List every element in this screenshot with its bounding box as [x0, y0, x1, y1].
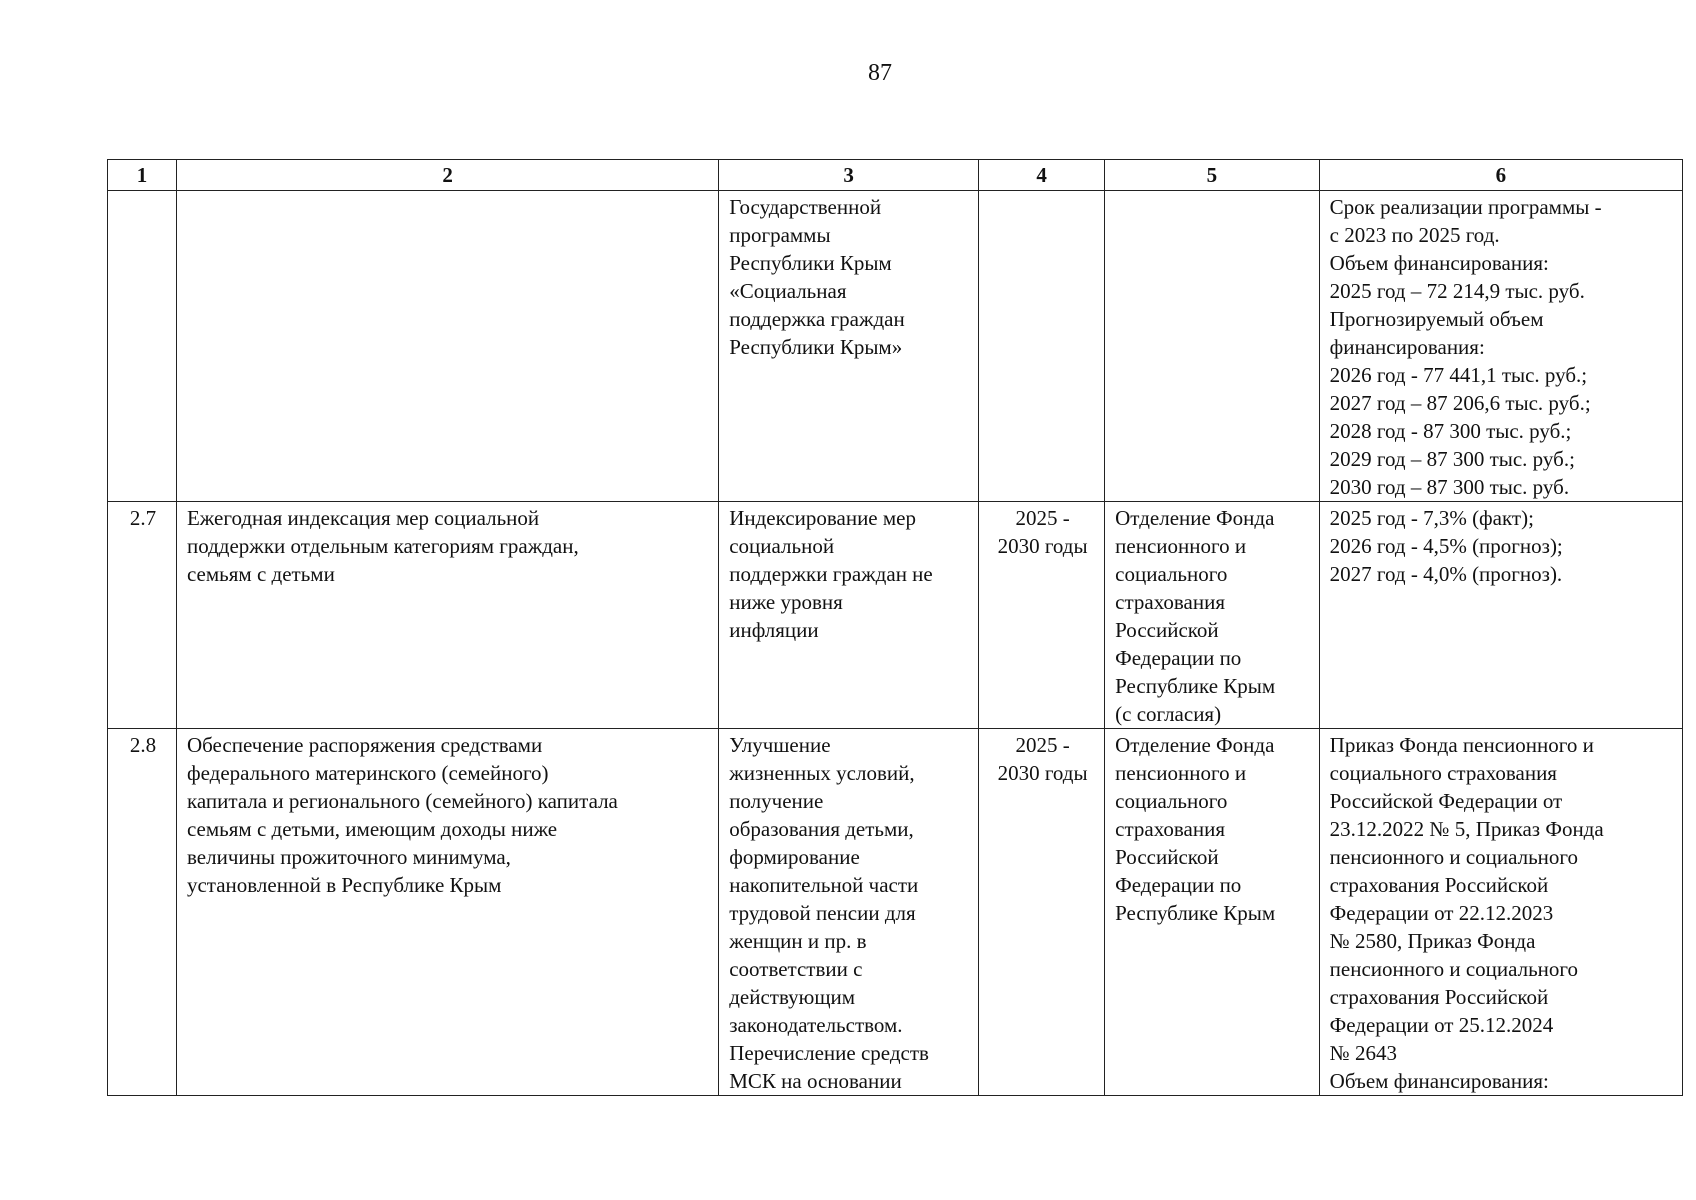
header-col-4: 4 — [979, 160, 1105, 191]
cell-line: соответствии с — [729, 957, 863, 981]
cell-line: Улучшение — [729, 733, 831, 757]
cell-line: Российской Федерации от — [1329, 789, 1563, 813]
cell-line: Ежегодная индексация мер социальной — [186, 506, 540, 530]
cell-line: 2025 - — [1015, 733, 1070, 757]
cell-line: величины прожиточного минимума, — [186, 845, 511, 869]
cell-line: Государственной — [729, 195, 882, 219]
cell-line: жизненных условий, — [729, 761, 915, 785]
cell-line: Республике Крым — [1115, 674, 1276, 698]
cell-line: 2028 год - 87 300 тыс. руб.; — [1329, 419, 1572, 443]
cell-line: Обеспечение распоряжения средствами — [186, 733, 543, 757]
cell-line: Федерации от 22.12.2023 — [1329, 901, 1554, 925]
cell-line: капитала и регионального (семейного) капитала — [186, 789, 618, 813]
cell-line: Федерации по — [1115, 646, 1242, 670]
row-number: 2.7 — [108, 502, 177, 729]
cell-line: 2025 - — [1015, 506, 1070, 530]
cell-line: 2030 год – 87 300 тыс. руб. — [1329, 475, 1570, 499]
cell-line: 23.12.2022 № 5, Приказ Фонда — [1329, 817, 1604, 841]
cell-line: страхования Российской — [1329, 985, 1549, 1009]
cell-line: Объем финансирования: — [1329, 251, 1549, 275]
cell-line: Российской — [1115, 618, 1219, 642]
cell-line: 2029 год – 87 300 тыс. руб.; — [1329, 447, 1575, 471]
table-row — [108, 729, 1683, 1096]
cell-line: федерального материнского (семейного) — [186, 761, 549, 785]
notes-cell — [1319, 729, 1682, 1096]
cell-line: поддержки граждан не — [729, 562, 933, 586]
notes-cell — [1319, 191, 1682, 502]
cell-line: трудовой пенсии для — [729, 901, 916, 925]
cell-line: финансирования: — [1329, 335, 1485, 359]
cell-line: социального — [1115, 562, 1228, 586]
cell-line: Отделение Фонда — [1115, 733, 1275, 757]
cell-line: 2027 год – 87 206,6 тыс. руб.; — [1329, 391, 1591, 415]
cell-line: пенсионного и социального — [1329, 957, 1579, 981]
cell-line: Республики Крым — [729, 251, 892, 275]
cell-line: 2025 год - 7,3% (факт); — [1329, 506, 1534, 530]
cell-line: ниже уровня — [729, 590, 843, 614]
table-row — [108, 191, 1683, 502]
cell-line: с 2023 по 2025 год. — [1329, 223, 1500, 247]
cell-line: образования детьми, — [729, 817, 914, 841]
cell-line: женщин и пр. в — [729, 929, 867, 953]
row-number: 2.8 — [108, 729, 177, 1096]
cell-line: действующим — [729, 985, 856, 1009]
document-table — [107, 159, 1683, 1096]
cell-line: 2026 год - 4,5% (прогноз); — [1329, 534, 1563, 558]
cell-line: семьям с детьми, имеющим доходы ниже — [186, 817, 558, 841]
cell-line: Прогнозируемый объем — [1329, 307, 1544, 331]
cell-line: пенсионного и социального — [1329, 845, 1579, 869]
cell-line: формирование — [729, 845, 860, 869]
result-cell — [719, 191, 979, 502]
result-cell — [719, 502, 979, 729]
cell-line: Федерации по — [1115, 873, 1242, 897]
cell-line: семьям с детьми — [186, 562, 335, 586]
cell-line: 2030 годы — [997, 534, 1088, 558]
cell-line: поддержки отдельным категориям граждан, — [186, 534, 579, 558]
cell-line: 2030 годы — [997, 761, 1088, 785]
cell-line: страхования Российской — [1329, 873, 1549, 897]
cell-line: Республики Крым» — [729, 335, 903, 359]
cell-line: Приказ Фонда пенсионного и — [1329, 733, 1594, 757]
cell-line: Индексирование мер — [729, 506, 916, 530]
cell-line: Срок реализации программы - — [1329, 195, 1602, 219]
cell-line: Республике Крым — [1115, 901, 1276, 925]
cell-line: пенсионного и — [1115, 761, 1247, 785]
page-number: 87 — [868, 60, 892, 86]
cell-line: «Социальная — [729, 279, 847, 303]
notes-cell — [1319, 502, 1682, 729]
cell-line: социального — [1115, 789, 1228, 813]
cell-line: накопительной части — [729, 873, 919, 897]
table-header-row — [108, 160, 1683, 191]
cell-line: Отделение Фонда — [1115, 506, 1275, 530]
cell-line: установленной в Республике Крым — [186, 873, 502, 897]
cell-line: получение — [729, 789, 824, 813]
cell-line: 2027 год - 4,0% (прогноз). — [1329, 562, 1563, 586]
cell-line: 2026 год - 77 441,1 тыс. руб.; — [1329, 363, 1588, 387]
cell-line: социального страхования — [1329, 761, 1557, 785]
header-col-5: 5 — [1105, 160, 1320, 191]
executor-cell — [1105, 729, 1320, 1096]
measure-cell — [176, 729, 718, 1096]
row-number — [108, 191, 177, 502]
measure-cell — [176, 502, 718, 729]
cell-line: Объем финансирования: — [1329, 1069, 1549, 1093]
header-col-6: 6 — [1319, 160, 1682, 191]
period-cell — [979, 729, 1105, 1096]
measure-cell — [176, 191, 718, 502]
cell-line: инфляции — [729, 618, 819, 642]
cell-line: № 2643 — [1329, 1041, 1397, 1065]
period-cell — [979, 191, 1105, 502]
cell-line: поддержка граждан — [729, 307, 905, 331]
cell-line: Перечисление средств — [729, 1041, 929, 1065]
header-col-1: 1 — [108, 160, 177, 191]
cell-line: законодательством. — [729, 1013, 903, 1037]
cell-line: программы — [729, 223, 831, 247]
cell-line: страхования — [1115, 817, 1226, 841]
period-cell — [979, 502, 1105, 729]
table-row — [108, 502, 1683, 729]
cell-line: страхования — [1115, 590, 1226, 614]
result-cell — [719, 729, 979, 1096]
cell-line: социальной — [729, 534, 835, 558]
cell-line: Федерации от 25.12.2024 — [1329, 1013, 1554, 1037]
cell-line: № 2580, Приказ Фонда — [1329, 929, 1536, 953]
cell-line: МСК на основании — [729, 1069, 902, 1093]
executor-cell — [1105, 502, 1320, 729]
executor-cell — [1105, 191, 1320, 502]
cell-line: 2025 год – 72 214,9 тыс. руб. — [1329, 279, 1585, 303]
header-col-3: 3 — [719, 160, 979, 191]
header-col-2: 2 — [176, 160, 718, 191]
cell-line: Российской — [1115, 845, 1219, 869]
cell-line: (с согласия) — [1115, 702, 1222, 726]
cell-line: пенсионного и — [1115, 534, 1247, 558]
